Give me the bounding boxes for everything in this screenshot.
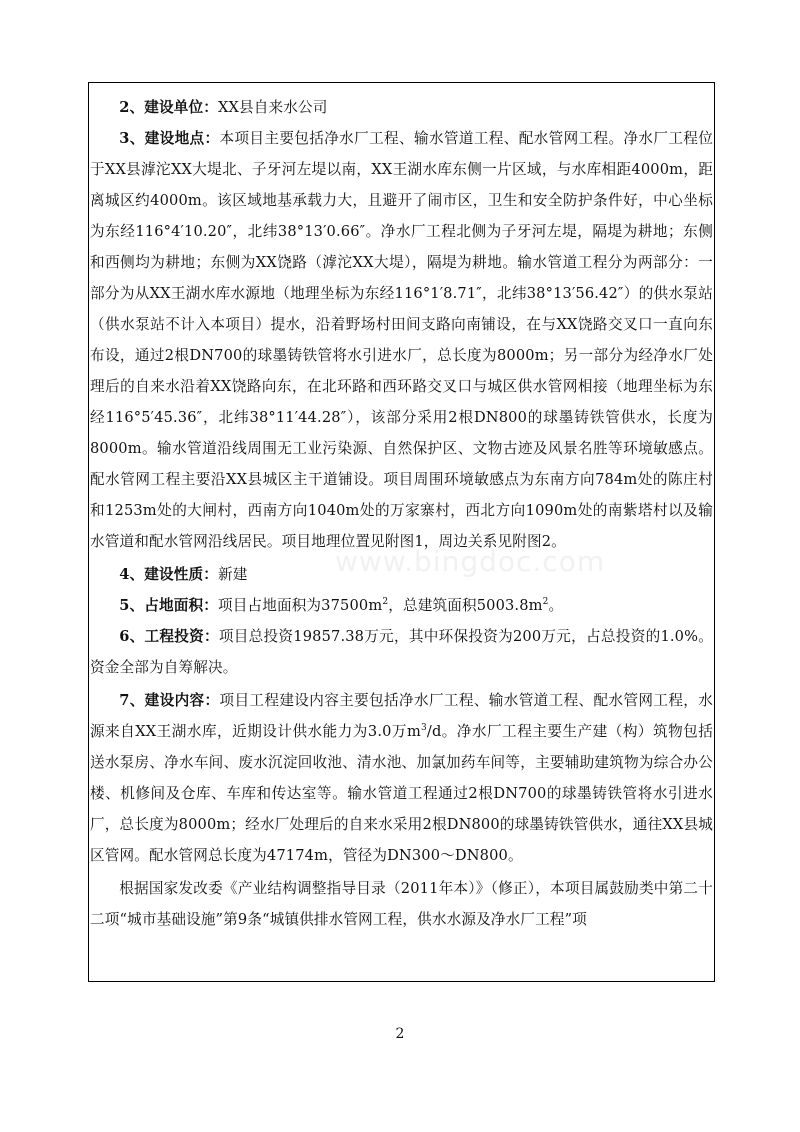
construction-content-text-after: /d。净水厂工程主要生产建（构）筑物包括送水泵房、净水车间、废水沉淀回收池、清水池、加氯加药车间等，主要辅助建筑物为综合办公楼、机修间及仓库、车库和传达室等。输水管道工程通过2根DN700的球墨铸铁管将水引进水厂，总长度为8000m；经水厂处理后的自来水采用2根DN800的球墨铸铁管供水，通往XX县城区管网。配水管网总长度为47174m，管径为DN300～DN800。 bbox=[90, 723, 713, 864]
land-area-text-after: 。 bbox=[548, 597, 564, 614]
construction-location-paragraph bbox=[88, 123, 715, 557]
land-area-label: 5、占地面积： bbox=[119, 597, 218, 614]
policy-text: 根据国家发改委《产业结构调整指导目录（2011年本）》（修正），本项目属鼓励类中第二十二项“城市基础设施”第9条“城镇供排水管网工程，供水水源及净水厂工程”项 bbox=[90, 880, 713, 928]
land-area-sup-1: 2 bbox=[382, 597, 389, 608]
page-number: 2 bbox=[395, 1026, 405, 1042]
investment-text: 项目总投资19857.38万元，其中环保投资为200万元，占总投资的1.0%。资金全部为自筹解决。 bbox=[90, 628, 713, 676]
land-area-text-middle: ，总建筑面积5003.8m bbox=[388, 597, 543, 614]
construction-location-label: 3、建设地点： bbox=[119, 130, 220, 147]
construction-content-sup: 3 bbox=[420, 723, 427, 734]
construction-nature-text: 新建 bbox=[217, 566, 248, 583]
policy-paragraph bbox=[88, 873, 715, 935]
construction-unit-label: 2、建设单位： bbox=[119, 99, 218, 116]
investment-paragraph bbox=[88, 621, 715, 683]
land-area-paragraph bbox=[88, 590, 715, 621]
construction-unit-text: XX县自来水公司 bbox=[217, 99, 328, 116]
construction-content-text-before: 项目工程建设内容主要包括净水厂工程、输水管道工程、配水管网工程，水源来自XX王湖水库，近期设计供水能力为3.0万m bbox=[90, 692, 713, 740]
construction-nature-label: 4、建设性质： bbox=[119, 566, 218, 583]
construction-unit-paragraph bbox=[88, 92, 715, 123]
land-area-text-before: 项目占地面积为37500m bbox=[217, 597, 383, 614]
construction-content-paragraph bbox=[88, 685, 715, 871]
document-body bbox=[88, 92, 715, 935]
construction-location-text: 本项目主要包括净水厂工程、输水管道工程、配水管网工程。净水厂工程位于XX县滹沱XX大堤北、子牙河左堤以南，XX王湖水库东侧一片区域，与水库相距4000m，距离城区约4000m。该区域地基承载力大，且避开了闹市区，卫生和安全防护条件好，中心坐标为东经116°4′10.20″，北纬38°13′0.66″。净水厂工程北侧为子牙河左堤，隔堤为耕地；东侧和西侧均为耕地；东侧为XX饶路（滹沱XX大堤），隔堤为耕地。输水管道工程分为两部分：一部分为从XX王湖水库水源地（地理坐标为东经116°1′8.71″，北纬38°13′56.42″）的供水泵站（供水泵站不计入本项目）提水，沿着野场村田间支路向南铺设，在与XX饶路交叉口一直向东布设，通过2根DN700的球墨铸铁管将水引进水厂，总长度为8000m；另一部分为经净水厂处理后的自来水沿着XX饶路向东，在北环路和西环路交叉口与城区供水管网相接（地理坐标为东经116°5′45.36″，北纬38°11′44.28″），该部分采用2根DN800的球墨铸铁管供水，长度为8000m。输水管道沿线周围无工业污染源、自然保护区、文物古迹及风景名胜等环境敏感点。配水管网工程主要沿XX县城区主干道铺设。项目周围环境敏感点为东南方向784m处的陈庄村和1253m处的大闸村，西南方向1040m处的万家寨村，西北方向1090m处的南紫塔村以及输水管道和配水管网沿线居民。项目地理位置见附图1，周边关系见附图2。 bbox=[90, 130, 713, 550]
investment-label: 6、工程投资： bbox=[119, 628, 219, 645]
construction-content-label: 7、建设内容： bbox=[119, 692, 220, 709]
land-area-sup-2: 2 bbox=[542, 597, 549, 608]
watermark: www.bingdoc.com bbox=[335, 545, 606, 578]
